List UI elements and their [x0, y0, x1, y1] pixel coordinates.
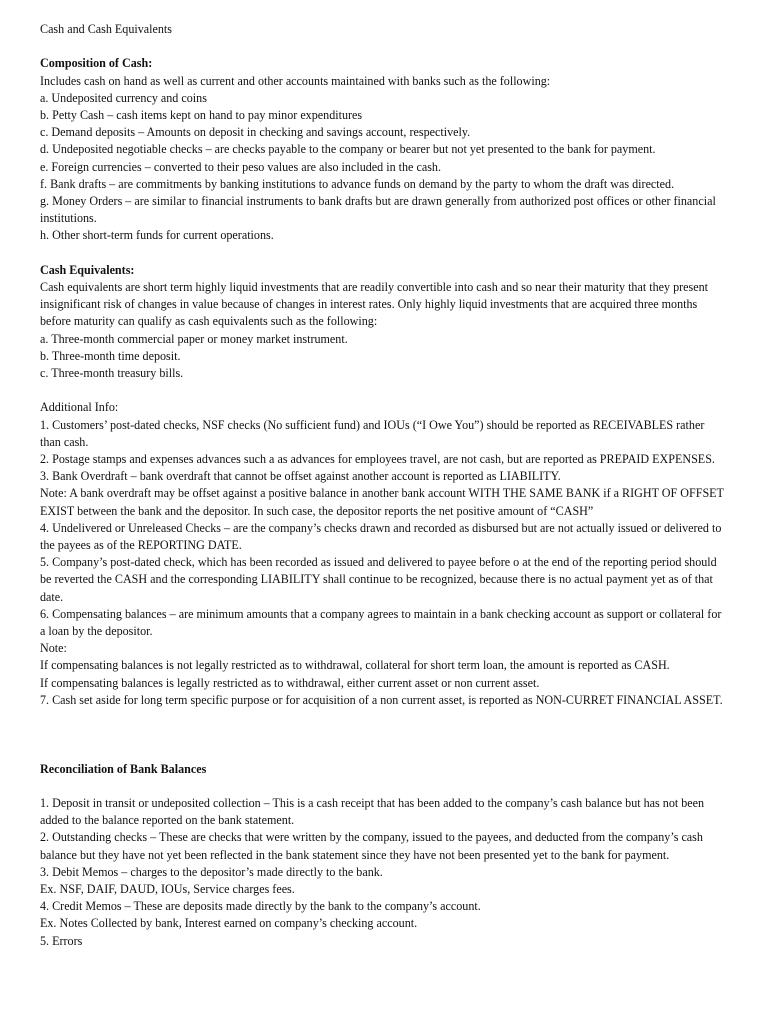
- list-item: Note: A bank overdraft may be offset against a positive balance in another bank account WITH THE SAME BANK if a RIGHT OF OFFSET EXIST between the bank and the depositor. In such case, the depositor reports the net positive amount of “CASH”: [40, 486, 724, 518]
- list-item: a. Three-month commercial paper or money market instrument.: [40, 331, 348, 346]
- list-item: c. Three-month treasury bills.: [40, 366, 184, 381]
- list-item: 3. Debit Memos – charges to the depositor’s made directly to the bank.: [40, 864, 383, 879]
- reconciliation-heading: Reconciliation of Bank Balances: [40, 761, 207, 776]
- list-item: b. Petty Cash – cash items kept on hand to pay minor expenditures: [40, 108, 363, 122]
- composition-intro: Includes cash on hand as well as current and other accounts maintained with banks such as the following:: [40, 73, 551, 88]
- list-item: b. Three-month time deposit.: [40, 348, 181, 363]
- list-item: Ex. Notes Collected by bank, Interest earned on company’s checking account.: [40, 916, 418, 931]
- list-item: f. Bank drafts – are commitments by banking institutions to advance funds on demand by the party to whom the draft was directed.: [40, 176, 675, 191]
- list-item: If compensating balances is legally restricted as to withdrawal, either current asset or non current asset.: [40, 675, 540, 690]
- list-item: 1. Deposit in transit or undeposited collection – This is a cash receipt that has been added to the company’s cash balance but has not been added to the balance reported on the bank statement.: [40, 796, 705, 828]
- list-item: 5. Company’s post-dated check, which has been recorded as issued and delivered to payee before o at the end of the reporting period should be reverted the CASH and the corresponding LIABILITY shall continue to be recognized, because there is no actual payment yet as of that date.: [40, 555, 717, 604]
- list-item: c. Demand deposits – Amounts on deposit in checking and savings account, respectively.: [40, 125, 471, 140]
- list-item: 4. Undelivered or Unreleased Checks – are the company’s checks drawn and recorded as disbursed but are not actually issued or delivered to the payees as of the REPORTING DATE.: [40, 520, 722, 553]
- list-item: Ex. NSF, DAIF, DAUD, IOUs, Service charges fees.: [40, 882, 295, 897]
- list-item: If compensating balances is not legally restricted as to withdrawal, collateral for short term loan, the amount is reported as CASH.: [40, 658, 670, 673]
- list-item: e. Foreign currencies – converted to their peso values are also included in the cash.: [40, 159, 441, 174]
- list-item: 2. Outstanding checks – These are checks that were written by the company, issued to the payees, and deducted from the company’s cash balance but they have not yet been reflected in the bank statement since they have not been presented yet to the bank for payment.: [40, 830, 703, 862]
- list-item: a. Undeposited currency and coins: [40, 90, 207, 105]
- equivalents-heading: Cash Equivalents:: [40, 262, 135, 277]
- list-item: 3. Bank Overdraft – bank overdraft that cannot be offset against another account is reported as LIABILITY.: [40, 469, 561, 484]
- list-item: d. Undeposited negotiable checks – are checks payable to the company or bearer but not yet presented to the bank for payment.: [40, 142, 656, 157]
- list-item: 1. Customers’ post-dated checks, NSF checks (No sufficient fund) and IOUs (“I Owe You”) should be reported as RECEIVABLES rather than cash.: [40, 417, 705, 449]
- list-item: 6. Compensating balances – are minimum amounts that a company agrees to maintain in a bank checking account as support or collateral for a loan by the depositor.: [40, 606, 722, 639]
- list-item: 4. Credit Memos – These are deposits made directly by the bank to the company’s account.: [40, 899, 481, 914]
- list-item: 5. Errors: [40, 933, 83, 948]
- equivalents-paragraph: Cash equivalents are short term highly liquid investments that are readily convertible into cash and so near their maturity that they present insignificant risk of changes in value because of changes in interest rates. Only highly liquid investments that are acquired three months before maturity can qualify as cash equivalents such as the following:: [40, 280, 708, 329]
- list-item: 7. Cash set aside for long term specific purpose or for acquisition of a non current asset, is reported as NON-CURRET FINANCIAL ASSET.: [40, 692, 723, 707]
- list-item: Note:: [40, 641, 67, 656]
- list-item: g. Money Orders – are similar to financial instruments to bank drafts but are drawn generally from authorized post offices or other financial institutions.: [40, 194, 716, 226]
- additional-heading: Additional Info:: [40, 400, 119, 415]
- composition-heading: Composition of Cash:: [40, 56, 153, 71]
- list-item: 2. Postage stamps and expenses advances such a as advances for employees travel, are not cash, but are reported as PREPAID EXPENSES.: [40, 452, 715, 467]
- list-item: h. Other short-term funds for current operations.: [40, 228, 274, 243]
- document-title: Cash and Cash Equivalents: [40, 22, 173, 36]
